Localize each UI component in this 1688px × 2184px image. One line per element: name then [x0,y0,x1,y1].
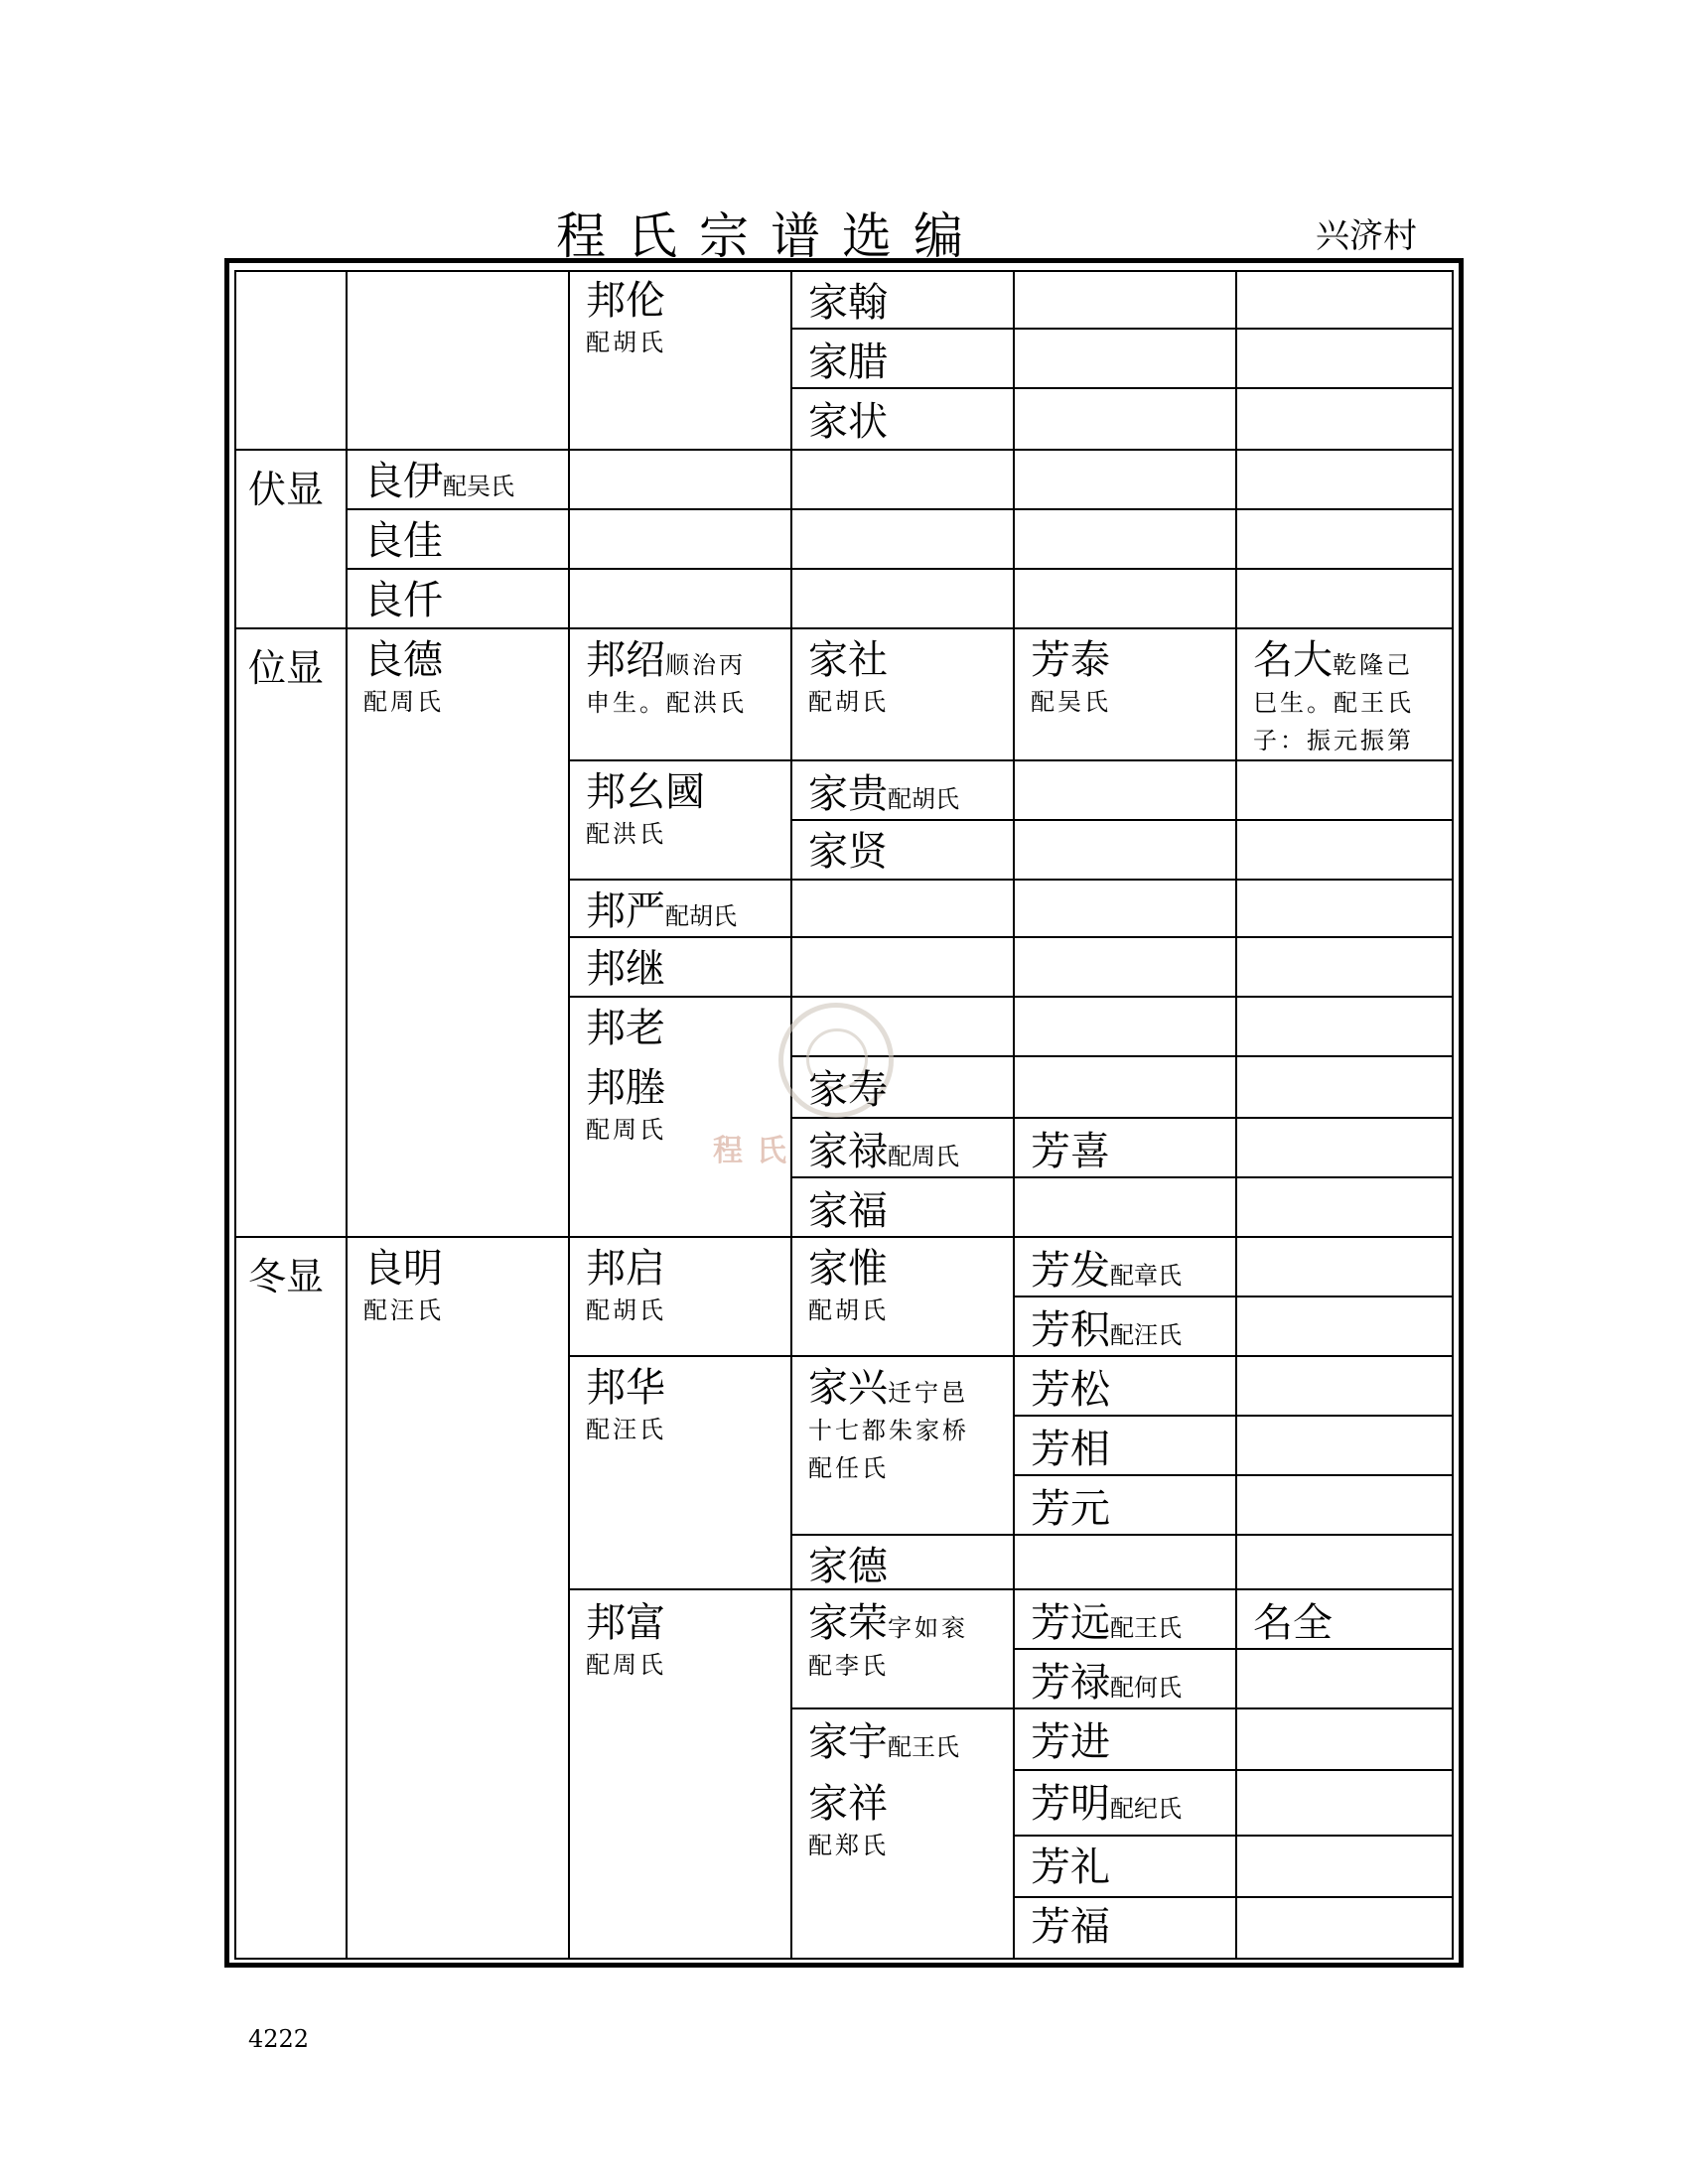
person-cell [808,1129,959,1174]
person-note: 配周氏 [363,688,444,716]
person-note: 配胡氏 [586,329,666,356]
page-number: 4222 [248,2025,310,2053]
row-line [568,879,1452,881]
person-cell [1031,1781,1182,1827]
person-cell [586,769,705,853]
person-name: 家宇 [808,1719,888,1765]
person-name: 家福 [808,1188,888,1234]
row-line [236,1236,1452,1238]
branch-label: 位显 [248,646,325,690]
person-name: 芳相 [1031,1427,1110,1472]
person-cell [586,888,737,934]
row-line [790,328,1452,330]
person-note: 配任氏 [808,1454,889,1482]
person-name: 良伊 [363,459,443,504]
person-name: 家翰 [808,280,888,326]
row-line [346,508,1452,510]
person-name: 邦继 [586,946,665,992]
person-cell [808,1246,889,1329]
person-name: 邦伦 [586,278,665,324]
row-line [568,759,1452,761]
person-cell [808,1719,959,1765]
page-title: 程氏宗谱选编 [556,207,985,265]
person-name: 邦老 [586,1006,665,1051]
person-name: 家贵 [808,771,888,817]
person-spouse: 配章氏 [1110,1262,1182,1290]
person-name: 邦华 [586,1365,665,1411]
person-name: 家德 [808,1544,888,1589]
person-note: 配吴氏 [1031,688,1111,716]
person-name: 家社 [808,637,888,683]
row-line [790,387,1452,389]
person-name: 家腊 [808,340,888,385]
row-line [568,936,1452,938]
person-name: 芳发 [1031,1248,1110,1294]
person-name: 名全 [1253,1600,1333,1646]
person-note: 配胡氏 [808,688,889,716]
person-note: 配胡氏 [586,1297,666,1324]
row-line [568,1355,1452,1357]
person-cell [808,637,889,721]
person-spouse: 配纪氏 [1110,1795,1182,1823]
person-name: 芳进 [1031,1719,1110,1765]
person-cell [808,1600,1011,1685]
person-spouse: 配胡氏 [888,785,959,813]
person-note: 十七都朱家桥 [808,1417,969,1444]
person-name: 芳松 [1031,1367,1110,1413]
person-note: 配郑氏 [808,1832,889,1859]
person-name: 邦⺓國 [586,769,705,815]
person-name: 邦绍 [586,637,665,683]
person-name: 芳明 [1031,1781,1110,1827]
person-spouse: 配吴氏 [443,473,514,500]
row-line [790,819,1452,821]
person-cell [808,771,959,817]
person-cell [586,1365,666,1448]
village-label: 兴济村 [1316,216,1417,256]
person-spouse: 配周氏 [888,1143,959,1170]
col-line-5 [1235,272,1237,1958]
person-cell [1031,1248,1182,1294]
person-cell [586,1600,666,1684]
person-spouse: 配汪氏 [1110,1321,1182,1349]
person-cell [1031,637,1111,721]
person-name: 芳泰 [1031,637,1110,683]
person-cell [363,459,514,504]
person-cell [808,1365,1011,1487]
person-name: 邦塍 [586,1065,665,1111]
person-name: 家贤 [808,829,888,875]
person-name: 家荣 [808,1600,888,1646]
person-name: 名大 [1253,637,1333,683]
person-note: 子：振元振第 [1253,727,1414,754]
person-cell [586,278,666,361]
person-inline-note: 乾隆己 [1333,651,1413,679]
person-cell [586,1065,666,1149]
person-spouse: 配王氏 [888,1733,959,1761]
person-name: 邦严 [586,888,665,934]
person-name: 芳积 [1031,1307,1110,1353]
person-inline-note: 迁宁邑 [888,1379,968,1407]
person-note: 配汪氏 [586,1416,666,1443]
row-line [1013,1835,1452,1837]
person-name: 家兴 [808,1365,888,1411]
person-cell [1031,1307,1182,1353]
row-line [790,1176,1452,1178]
person-name: 良德 [363,637,443,683]
row-line [1013,1474,1452,1476]
person-name: 家禄 [808,1129,888,1174]
person-note: 配周氏 [586,1116,666,1144]
person-cell [586,637,784,722]
row-line [236,449,1452,451]
row-line [568,996,1452,998]
person-name: 家惟 [808,1246,888,1292]
person-note: 配汪氏 [363,1297,444,1324]
person-name: 芳礼 [1031,1844,1110,1890]
row-line [1013,1415,1452,1417]
person-spouse: 配胡氏 [665,902,737,930]
person-name: 良佳 [363,518,443,564]
row-line [1013,1769,1452,1771]
person-name: 芳禄 [1031,1660,1110,1706]
row-line [346,568,1452,570]
row-line [568,1588,1452,1590]
person-note: 申生。配洪氏 [586,689,747,717]
person-name: 芳元 [1031,1486,1110,1532]
person-cell [363,637,444,721]
person-cell [363,1246,444,1329]
person-cell [1031,1660,1182,1706]
person-cell [1031,1600,1182,1646]
col-line-4 [1013,272,1015,1958]
person-note: 巳生。配王氏 [1253,689,1414,717]
branch-label: 伏显 [248,468,325,511]
person-name: 家寿 [808,1067,888,1113]
person-cell [1253,637,1452,759]
person-name: 家祥 [808,1781,888,1827]
row-line [790,1534,1452,1536]
person-inline-note: 顺治丙 [665,651,746,679]
row-line [236,627,1452,629]
row-line [1013,1896,1452,1898]
col-line-2 [568,272,570,1958]
person-name: 芳喜 [1031,1129,1110,1174]
watermark-text: 程氏 [713,1134,800,1168]
person-name: 良明 [363,1246,443,1292]
person-note: 配李氏 [808,1652,889,1680]
person-name: 邦富 [586,1600,665,1646]
person-name: 芳福 [1031,1904,1110,1950]
person-name: 邦启 [586,1246,665,1292]
person-spouse: 配王氏 [1110,1614,1182,1642]
person-note: 配胡氏 [808,1297,889,1324]
person-name: 良仟 [363,578,443,623]
person-name: 芳远 [1031,1600,1110,1646]
person-note: 配洪氏 [586,820,666,848]
row-line [790,1117,1452,1119]
row-line [1013,1296,1452,1297]
col-line-1 [346,272,348,1958]
row-line [790,1707,1452,1709]
person-cell [586,1246,666,1329]
person-spouse: 配何氏 [1110,1674,1182,1702]
person-cell [808,1781,889,1864]
person-note: 配周氏 [586,1651,666,1679]
row-line [1013,1648,1452,1650]
person-inline-note: 字如衮 [888,1614,968,1642]
person-name: 家状 [808,399,888,445]
branch-label: 冬显 [248,1255,325,1298]
col-line-3 [790,272,792,1958]
